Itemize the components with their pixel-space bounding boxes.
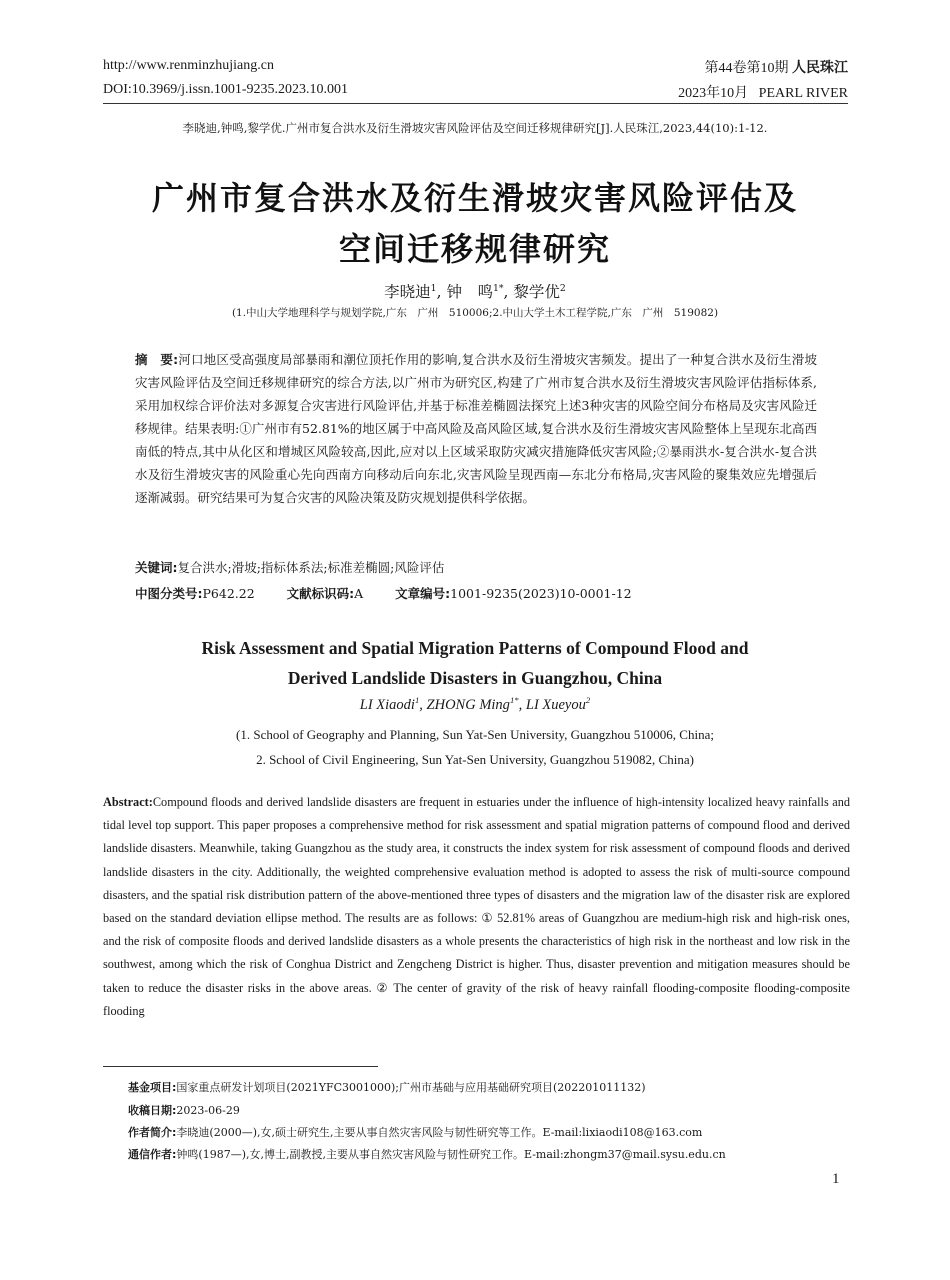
affiliations-cn: (1.中山大学地理科学与规划学院,广东 广州 510006;2.中山大学土木工程学院,广东 广州 519082) [231,307,719,319]
author-cn-3: 黎学优 [513,283,560,301]
author-en-1: LI Xiaodi [359,697,415,713]
header-journal-en: PEARL RIVER [758,86,848,101]
title-en-line1: Risk Assessment and Spatial Migration Patterns of Compound Flood and [201,638,749,658]
abstract-cn [135,348,817,509]
fund-text: 国家重点研发计划项目(2021YFC3001000);广州市基础与应用基础研究项目(202201011132) [176,1081,646,1094]
header-issue-line [705,57,849,77]
received-label: 收稿日期: [128,1104,177,1117]
header-issue: 第44卷第10期 [704,61,789,76]
keywords-cn-label: 关键词: [135,560,178,575]
author-en-1-sup: 1 [414,695,420,706]
clc-value: P642.22 [202,586,255,601]
author-info-text: 李晓迪(2000—),女,硕士研究生,主要从事自然灾害风险与韧性研究等工作。E-mail:lixiaodi108@163.com [176,1126,703,1139]
author-info-label: 作者简介: [128,1126,177,1139]
header-date-line [678,82,848,102]
title-en-line2: Derived Landslide Disasters in Guangzhou, China [287,668,663,688]
header-rule [103,103,848,104]
header-journal-cn: 人民珠江 [792,60,848,76]
header-url[interactable]: http://www.renminzhujiang.cn [103,58,274,73]
citation: 李晓迪,钟鸣,黎学优.广州市复合洪水及衍生滑坡灾害风险评估及空间迁移规律研究[J].人民珠江,2023,44(10):1-12. [182,121,768,135]
fund-label: 基金项目: [128,1081,177,1094]
author-cn-1-sup: 1 [430,282,437,294]
authors-cn: 李晓迪$^1$, 钟 鸣$^{1*}$, 黎学优$^2$ [384,282,566,301]
author-cn-2-sup: 1* [492,282,504,294]
received-text: 2023-06-29 [176,1104,240,1117]
author-cn-2: 钟 鸣 [446,283,493,301]
author-cn-3-sup: 2 [559,282,566,294]
clc-label: 中图分类号: [135,586,203,601]
footnote-received [128,1102,240,1118]
abstract-en-text: Compound floods and derived landslide disasters are frequent in estuaries under the influence of high-intensity localized heavy rainfalls and tidal level top support. This paper proposes a comprehensive method for risk assessment and spatial migration patterns of compound flood and derived landslide disasters. Meanwhile, taking Guangzhou as the study area, it constructs the index system for risk assessment of compound floods and derived landslide disasters in the city. Additionally, the weighted comprehensive evaluation method is adopted to assess the risk of multi-source compound disasters, and the spatial risk distribution pattern of the above-mentioned three types of disasters and the migration law of the disaster risk are explored based on the standard deviation ellipse method. The results are as follows: ① 52.81% areas of Guangzhou are medium-high risk and high-risk ones, and the risk of composite floods and derived landslide disasters as a whole presents the characteristics of high risk in the northeast and low risk in the southwest, among which the risk of Conghua District and Zengcheng District is higher. Thus, disaster prevention and mitigation measures should be taken to reduce the disaster risks in the above areas. ② The center of gravity of the risk of heavy rainfall flooding-composite flooding-composite flooding [103,795,850,1018]
affiliations-en-line1: (1. School of Geography and Planning, Sun Yat-Sen University, Guangzhou 510006, China; [236,727,714,742]
keywords-cn [135,558,444,576]
article-no-value: 1001-9235(2023)10-0001-12 [450,586,632,601]
author-en-2: ZHONG Ming [426,697,510,713]
author-en-3: LI Xueyou [525,697,586,713]
corresponding-label: 通信作者: [128,1148,177,1161]
footnote-corresponding [128,1146,726,1162]
title-cn-line2: 空间迁移规律研究 [338,230,611,268]
author-cn-1: 李晓迪 [384,283,431,301]
doc-code-label: 文献标识码: [286,586,355,601]
authors-en: LI Xiaodi$^1$, ZHONG Ming$^{1*}$, LI Xueyou$^2$ [359,695,591,713]
header-date: 2023年10月 [678,86,749,101]
abstract-cn-text: 河口地区受高强度局部暴雨和潮位顶托作用的影响,复合洪水及衍生滑坡灾害频发。提出了一种复合洪水及衍生滑坡灾害风险评估及空间迁移规律研究的综合方法,以广州市为研究区,构建了广州市复合洪水及衍生滑坡灾害风险评估指标体系,采用加权综合评价法对多源复合灾害进行风险评估,并基于标准差椭圆法探究上述3种灾害的风险空间分布格局及灾害风险迁移规律。结果表明:①广州市有52.81%的地区属于中高风险及高风险区域,复合洪水及衍生滑坡灾害风险整体上呈现东北高西南低的特点,其中从化区和增城区风险较高,因此,应对以上区域采取防灾减灾措施降低灾害风险;②暴雨洪水-复合洪水-复合洪水及衍生滑坡灾害的风险重心先向西南方向移动后向东北,灾害风险呈现西南—东北分布格局,灾害风险的聚集效应先增强后逐渐减弱。研究结果可为复合灾害的风险决策及防灾规划提供科学依据。 [135,352,818,505]
author-en-2-sup: 1* [509,695,519,706]
author-en-3-sup: 2 [585,695,591,706]
abstract-en [103,791,850,1023]
doc-code-value: A [354,586,364,601]
title-cn-line1: 广州市复合洪水及衍生滑坡灾害风险评估及 [151,179,798,217]
classification-line [135,584,660,602]
footnote-rule [103,1066,378,1067]
header-doi[interactable]: DOI:10.3969/j.issn.1001-9235.2023.10.001 [103,82,348,97]
keywords-cn-text: 复合洪水;滑坡;指标体系法;标准差椭圆;风险评估 [177,560,445,575]
article-no-label: 文章编号: [395,586,451,601]
affiliations-en-line2: 2. School of Civil Engineering, Sun Yat-Sen University, Guangzhou 519082, China) [256,752,694,767]
abstract-en-label: Abstract: [103,795,153,809]
abstract-cn-label: 摘 要: [135,352,179,367]
footnote-fund [128,1079,646,1095]
corresponding-text: 钟鸣(1987—),女,博士,副教授,主要从事自然灾害风险与韧性研究工作。E-mail:zhongm37@mail.sysu.edu.cn [176,1148,726,1161]
footnote-author [128,1124,702,1140]
page-number: 1 [832,1171,840,1187]
